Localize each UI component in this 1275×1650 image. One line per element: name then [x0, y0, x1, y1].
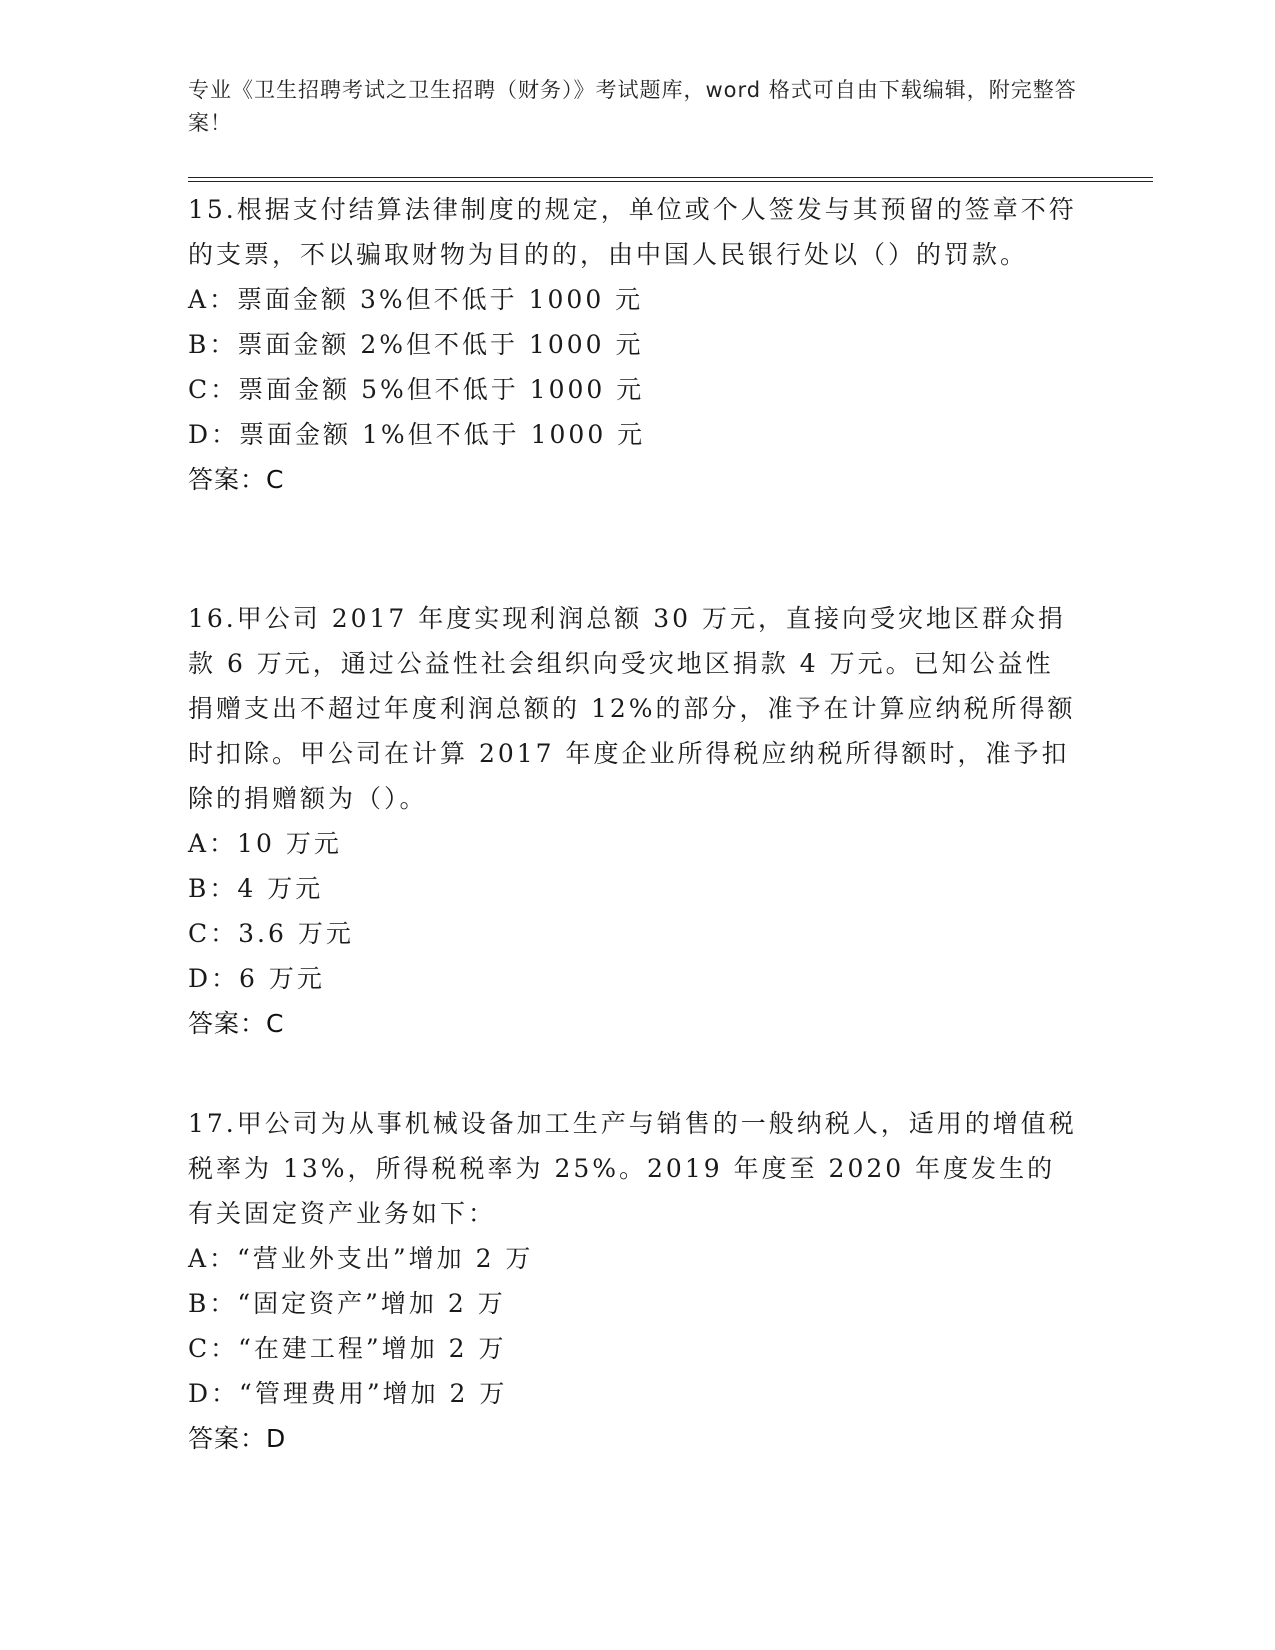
option-c: C：票面金额 5%但不低于 1000 元	[188, 375, 645, 404]
option-b: B：票面金额 2%但不低于 1000 元	[188, 330, 644, 359]
option-c: C：“在建工程”增加 2 万	[188, 1334, 507, 1363]
answer: 答案：D	[188, 1424, 287, 1453]
option-c: C：3.6 万元	[188, 919, 354, 948]
answer: 答案：C	[188, 1009, 285, 1038]
option-d: D：票面金额 1%但不低于 1000 元	[188, 420, 646, 449]
question-stem: 16.甲公司 2017 年度实现利润总额 30 万元，直接向受灾地区群众捐款 6 万元，通过公益性社会组织向受灾地区捐款 4 万元。已知公益性捐赠支出不超过年度利润总额的 12%的部分，准予在计算应纳税所得额时扣除。甲公司在计算 2017 年度企业所得税应纳税所得额时，准予扣除的捐赠额为（）。	[188, 604, 1076, 813]
answer: 答案：C	[188, 465, 285, 494]
header-divider-bottom	[188, 181, 1153, 182]
option-d: D：6 万元	[188, 964, 325, 993]
option-a: A：票面金额 3%但不低于 1000 元	[188, 285, 644, 314]
document-header: 专业《卫生招聘考试之卫生招聘（财务）》考试题库，word 格式可自由下载编辑，附完整答案！	[188, 78, 1077, 135]
question-16	[188, 596, 1078, 1046]
option-b: B：4 万元	[188, 874, 324, 903]
option-a: A：10 万元	[188, 829, 342, 858]
option-d: D：“管理费用”增加 2 万	[188, 1379, 508, 1408]
option-b: B：“固定资产”增加 2 万	[188, 1289, 506, 1318]
question-17	[188, 1101, 1078, 1461]
header-divider-top	[188, 177, 1153, 178]
option-a: A：“营业外支出”增加 2 万	[188, 1244, 534, 1273]
question-stem: 17.甲公司为从事机械设备加工生产与销售的一般纳税人，适用的增值税税率为 13%，所得税税率为 25%。2019 年度至 2020 年度发生的有关固定资产业务如下：	[188, 1109, 1077, 1228]
question-15	[188, 187, 1078, 502]
question-stem: 15.根据支付结算法律制度的规定，单位或个人签发与其预留的签章不符的支票，不以骗取财物为目的的，由中国人民银行处以（）的罚款。	[188, 195, 1077, 269]
